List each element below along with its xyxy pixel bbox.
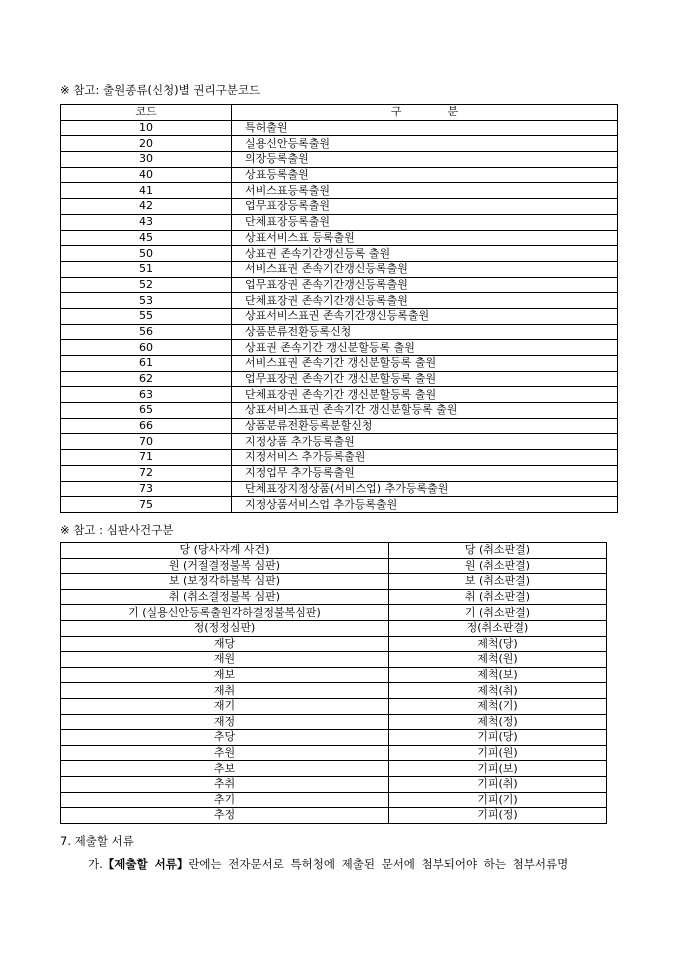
judgment-cell: 기피(취): [389, 776, 607, 792]
desc-cell: 지정업무 추가등록출원: [232, 465, 618, 481]
judgment-cell: 제척(취): [389, 683, 607, 699]
code-cell: 51: [61, 261, 232, 277]
desc-cell: 상표등록출원: [232, 167, 618, 183]
trial-type-cell: 추보: [61, 761, 389, 777]
code-cell: 70: [61, 434, 232, 450]
table-row: [61, 324, 618, 340]
table-row: [61, 761, 607, 777]
table-row: [61, 277, 618, 293]
para-text: 란에는 전자문서로 특허청에 제출된 문서에 첨부되어야 하는 첨부서류명: [188, 857, 569, 871]
code-cell: 65: [61, 403, 232, 419]
rights-code-table: [60, 104, 618, 513]
table-row: [61, 230, 618, 246]
table-row: [61, 340, 618, 356]
judgment-cell: 기피(원): [389, 745, 607, 761]
code-cell: 50: [61, 246, 232, 262]
table-row: [61, 214, 618, 230]
trial-type-cell: 재보: [61, 667, 389, 683]
code-cell: 63: [61, 387, 232, 403]
trial-type-cell: 기 (실용신안등록출원각하결정불복심판): [61, 605, 389, 621]
judgment-cell: 제척(기): [389, 698, 607, 714]
table-row: [61, 293, 618, 309]
code-cell: 40: [61, 167, 232, 183]
section-title: 7. 제출할 서류: [60, 834, 134, 848]
judgment-cell: 정(취소판결): [389, 620, 607, 636]
table-row: [61, 745, 607, 761]
desc-cell: 지정서비스 추가등록출원: [232, 450, 618, 466]
table-row: [61, 792, 607, 808]
desc-cell: 상표서비스표 등록출원: [232, 230, 618, 246]
code-cell: 20: [61, 136, 232, 152]
trial-type-cell: 추당: [61, 730, 389, 746]
desc-cell: 서비스표권 존속기간갱신등록출원: [232, 261, 618, 277]
trial-case-table-body: [61, 543, 607, 824]
table-row: [61, 387, 618, 403]
code-cell: 41: [61, 183, 232, 199]
desc-cell: 지정상품서비스업 추가등록출원: [232, 497, 618, 513]
trial-type-cell: 추정: [61, 808, 389, 824]
desc-cell: 업무표장등록출원: [232, 199, 618, 215]
code-cell: 75: [61, 497, 232, 513]
trial-type-cell: 원 (거절결정불복 심판): [61, 558, 389, 574]
judgment-cell: 당 (취소판결): [389, 543, 607, 559]
desc-cell: 상표권 존속기간 갱신분할등록 출원: [232, 340, 618, 356]
desc-cell: 실용신안등록출원: [232, 136, 618, 152]
trial-case-table: [60, 542, 607, 824]
desc-cell: 단체표장등록출원: [232, 214, 618, 230]
code-cell: 71: [61, 450, 232, 466]
trial-type-cell: 재원: [61, 652, 389, 668]
table-row: [61, 246, 618, 262]
code-table-note: ※ 참고: 출원종류(신청)별 권리구분코드: [60, 83, 261, 97]
trial-type-cell: 재정: [61, 714, 389, 730]
code-cell: 55: [61, 308, 232, 324]
table-row: [61, 403, 618, 419]
table-row: [61, 698, 607, 714]
trial-type-cell: 추원: [61, 745, 389, 761]
code-cell: 73: [61, 481, 232, 497]
desc-cell: 단체표장권 존속기간갱신등록출원: [232, 293, 618, 309]
code-cell: 45: [61, 230, 232, 246]
judgment-cell: 제척(보): [389, 667, 607, 683]
judgment-cell: 취 (취소판결): [389, 589, 607, 605]
header-desc: 구분: [232, 105, 618, 121]
desc-cell: 업무표장권 존속기간갱신등록출원: [232, 277, 618, 293]
table-row: [61, 167, 618, 183]
trial-type-cell: 보 (보정각하불복 심판): [61, 574, 389, 590]
header-code: 코드: [61, 105, 232, 121]
table-row: [61, 356, 618, 372]
judgment-cell: 기피(기): [389, 792, 607, 808]
trial-type-cell: 정(정정심판): [61, 620, 389, 636]
trial-type-cell: 추취: [61, 776, 389, 792]
table-header-row: [61, 105, 618, 121]
judgment-cell: 기피(당): [389, 730, 607, 746]
code-cell: 30: [61, 152, 232, 168]
desc-cell: 지정상품 추가등록출원: [232, 434, 618, 450]
judgment-cell: 기피(보): [389, 761, 607, 777]
judgment-cell: 제척(당): [389, 636, 607, 652]
code-cell: 62: [61, 371, 232, 387]
table-row: [61, 152, 618, 168]
para-bold-label: 【제출할 서류】: [102, 857, 189, 871]
trial-type-cell: 당 (당사자계 사건): [61, 543, 389, 559]
code-cell: 10: [61, 120, 232, 136]
judgment-cell: 원 (취소판결): [389, 558, 607, 574]
table-row: [61, 652, 607, 668]
table-row: [61, 261, 618, 277]
code-cell: 56: [61, 324, 232, 340]
judgment-cell: 기피(정): [389, 808, 607, 824]
table-row: [61, 574, 607, 590]
desc-cell: 상품분류전환등록분할신청: [232, 418, 618, 434]
desc-cell: 특허출원: [232, 120, 618, 136]
judgment-cell: 기 (취소판결): [389, 605, 607, 621]
trial-type-cell: 재기: [61, 698, 389, 714]
table-row: [61, 543, 607, 559]
code-cell: 42: [61, 199, 232, 215]
table-row: [61, 465, 618, 481]
code-cell: 72: [61, 465, 232, 481]
table-row: [61, 481, 618, 497]
trial-type-cell: 재당: [61, 636, 389, 652]
desc-cell: 업무표장권 존속기간 갱신분할등록 출원: [232, 371, 618, 387]
table-row: [61, 497, 618, 513]
judgment-cell: 제척(원): [389, 652, 607, 668]
judgment-cell: 보 (취소판결): [389, 574, 607, 590]
desc-cell: 상품분류전환등록신청: [232, 324, 618, 340]
table-row: [61, 183, 618, 199]
table-row: [61, 120, 618, 136]
code-cell: 66: [61, 418, 232, 434]
code-cell: 43: [61, 214, 232, 230]
desc-cell: 의장등록출원: [232, 152, 618, 168]
desc-cell: 상표서비스표권 존속기간갱신등록출원: [232, 308, 618, 324]
table-row: [61, 776, 607, 792]
table-row: [61, 605, 607, 621]
table-row: [61, 620, 607, 636]
trial-type-cell: 재취: [61, 683, 389, 699]
code-cell: 52: [61, 277, 232, 293]
table-row: [61, 418, 618, 434]
section-paragraph: [88, 856, 623, 872]
desc-cell: 상표권 존속기간갱신등록 출원: [232, 246, 618, 262]
table-row: [61, 308, 618, 324]
trial-type-cell: 취 (취소결정불복 심판): [61, 589, 389, 605]
table-row: [61, 558, 607, 574]
code-cell: 53: [61, 293, 232, 309]
para-prefix: 가.: [88, 857, 103, 871]
table-row: [61, 667, 607, 683]
table-row: [61, 714, 607, 730]
desc-cell: 서비스표등록출원: [232, 183, 618, 199]
trial-table-note: ※ 참고 : 심판사건구분: [60, 523, 174, 537]
table-row: [61, 589, 607, 605]
code-cell: 60: [61, 340, 232, 356]
table-row: [61, 434, 618, 450]
desc-cell: 단체표장지정상품(서비스업) 추가등록출원: [232, 481, 618, 497]
table-row: [61, 808, 607, 824]
table-row: [61, 450, 618, 466]
table-row: [61, 136, 618, 152]
desc-cell: 서비스표권 존속기간 갱신분할등록 출원: [232, 356, 618, 372]
trial-type-cell: 추기: [61, 792, 389, 808]
code-cell: 61: [61, 356, 232, 372]
rights-code-table-body: [61, 105, 618, 513]
desc-cell: 상표서비스표권 존속기간 갱신분할등록 출원: [232, 403, 618, 419]
table-row: [61, 371, 618, 387]
desc-cell: 단체표장권 존속기간 갱신분할등록 출원: [232, 387, 618, 403]
judgment-cell: 제척(정): [389, 714, 607, 730]
table-row: [61, 730, 607, 746]
table-row: [61, 199, 618, 215]
table-row: [61, 683, 607, 699]
table-row: [61, 636, 607, 652]
